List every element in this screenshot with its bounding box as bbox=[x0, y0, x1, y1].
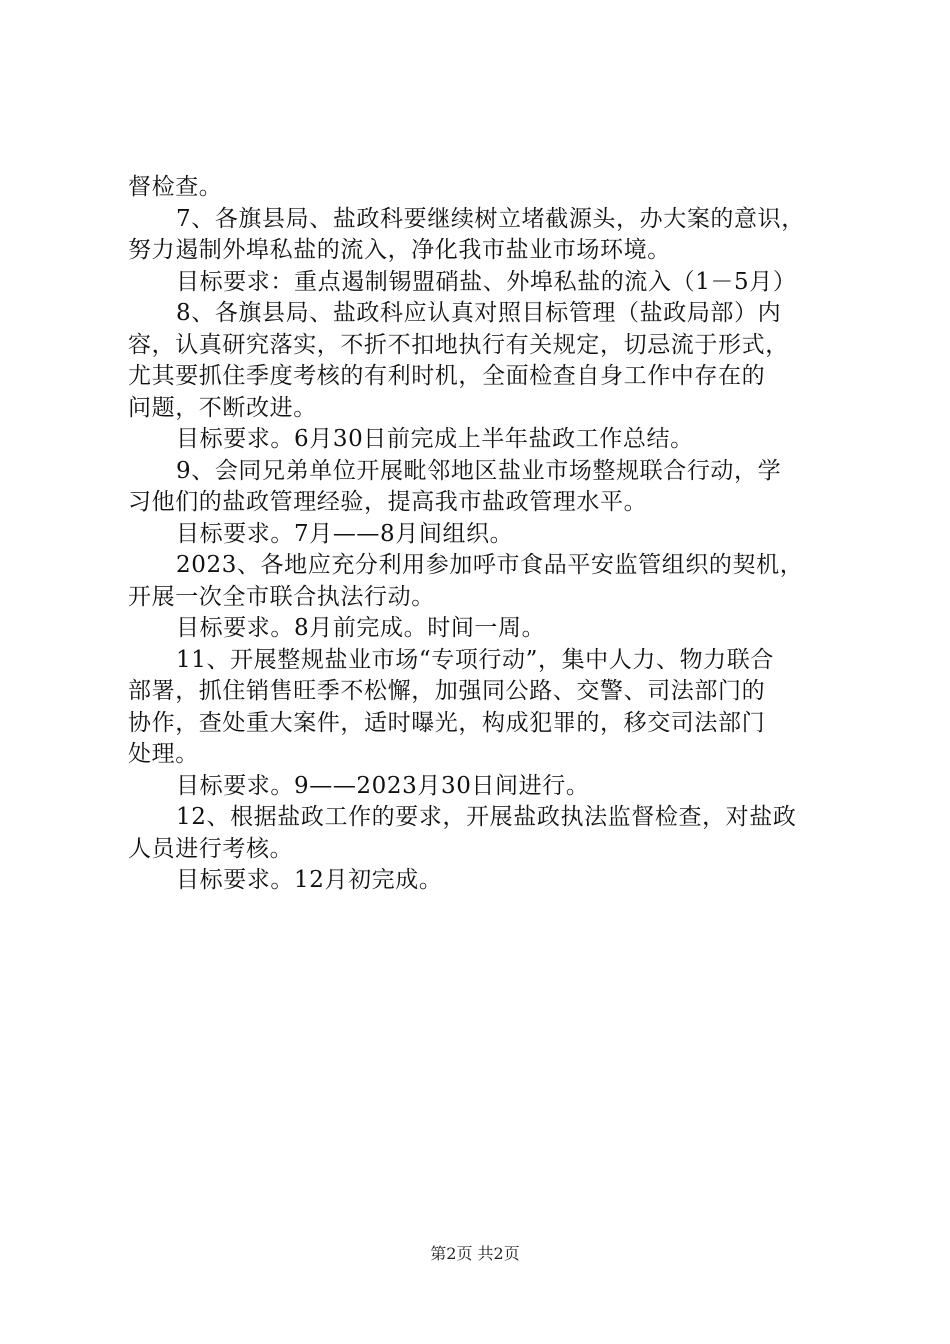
text-line: 人员进行考核。 bbox=[128, 835, 294, 862]
text-line: 开展一次全市联合执法行动。 bbox=[128, 583, 435, 610]
text-line: 协作，查处重大案件，适时曝光，构成犯罪的，移交司法部门 bbox=[128, 709, 766, 736]
text-line: 努力遏制外埠私盐的流入，净化我市盐业市场环境。 bbox=[128, 237, 671, 263]
text-line: 目标要求。6月30日前完成上半年盐政工作总结。 bbox=[176, 426, 694, 452]
text-line: 问题，不断改进。 bbox=[128, 394, 317, 421]
text-line: 督检查。 bbox=[128, 174, 223, 200]
document-body bbox=[128, 172, 840, 897]
text-line: 11、开展整规盐业市场“专项行动”，集中人力、物力联合 bbox=[176, 646, 774, 673]
text-line: 12、根据盐政工作的要求，开展盐政执法监督检查，对盐政 bbox=[176, 804, 797, 830]
page-footer: 第2页 共2页 bbox=[430, 1244, 520, 1263]
text-line: 目标要求。12月初完成。 bbox=[176, 867, 443, 893]
text-line: 目标要求。9——2023月30日间进行。 bbox=[176, 772, 590, 799]
text-line: 目标要求。7月——8月间组织。 bbox=[176, 520, 514, 547]
text-line: 目标要求。8月前完成。时间一周。 bbox=[176, 615, 546, 641]
text-line: 部署，抓住销售旺季不松懈，加强同公路、交警、司法部门的 bbox=[128, 678, 766, 704]
text-line: 7、各旗县局、盐政科要继续树立堵截源头，办大案的意识， bbox=[176, 205, 805, 232]
text-line: 习他们的盐政管理经验，提高我市盐政管理水平。 bbox=[128, 489, 648, 515]
text-line: 处理。 bbox=[128, 741, 199, 767]
text-line: 目标要求：重点遏制锡盟硝盐、外埠私盐的流入（1－5月） bbox=[176, 268, 797, 295]
text-line: 容，认真研究落实，不折不扣地执行有关规定，切忌流于形式， bbox=[128, 331, 789, 358]
text-line: 2023、各地应充分利用参加呼市食品平安监管组织的契机， bbox=[176, 552, 804, 578]
text-line: 尤其要抓住季度考核的有利时机，全面检查自身工作中存在的 bbox=[128, 363, 766, 389]
text-line: 8、各旗县局、盐政科应认真对照目标管理（盐政局部）内 bbox=[176, 300, 782, 326]
text-line: 9、会同兄弟单位开展毗邻地区盐业市场整规联合行动，学 bbox=[176, 457, 782, 484]
